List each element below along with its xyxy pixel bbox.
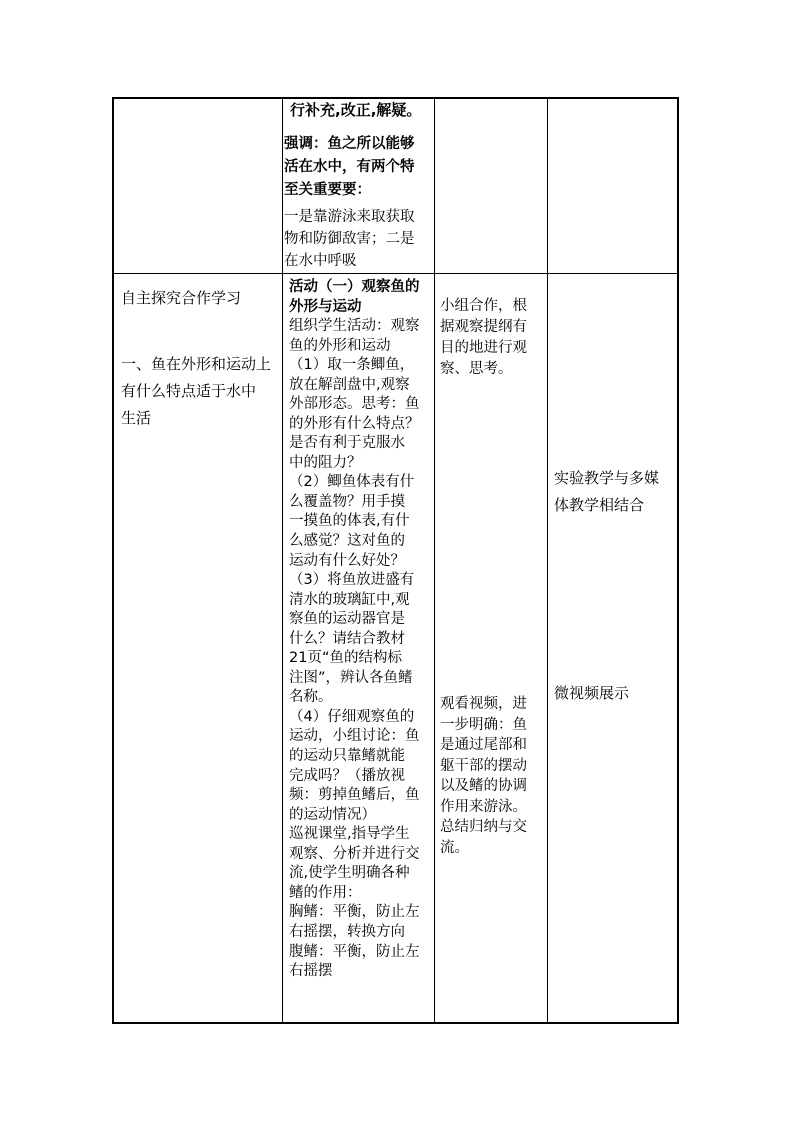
column-divider-3 xyxy=(547,99,548,1022)
column-divider-2 xyxy=(434,99,435,1022)
row1-supplement-text: 行补充,改正,解疑。 xyxy=(290,101,422,119)
row2-teaching-method: 实验教学与多媒 体教学相结合 xyxy=(554,469,660,514)
lesson-plan-table xyxy=(112,97,679,1024)
row2-activity-body: 组织学生活动：观察 鱼的外形和运动 （1）取一条鲫鱼， 放在解剖盘中,观察 外部形态。思考：鱼 的外形有什么特点？ 是否有利于克服水 中的阻力？ （2）鲫鱼体表有什 么覆盖物？用手摸 一摸鱼的体表,有什 么感觉？这对鱼的 运动有什么好处？ （3）将鱼放进盛有 清水的玻璃缸中,观 察鱼的运动器官是 什么？请结合教材 21页“鱼的结构标 注图”，辨认各鱼鳍 名称。 （4）仔细观察鱼的 运动，小组讨论：鱼 的运动只靠鳍就能 完成吗？（播放视 频：剪掉鱼鳍后，鱼 的运动情况） 巡视课堂,指导学生 观察、分析并进行交 流,使学生明确各种 鳍的作用： 胸鳍：平衡，防止左 右摇摆，转换方向 腹鳍：平衡，防止左 右摇摆 xyxy=(289,318,420,980)
row2-group-work-text: 小组合作，根 据观察提纲有 目的地进行观 察、思考。 xyxy=(440,298,527,377)
column-divider-1 xyxy=(282,99,283,1022)
row2-section-subtitle: 一、鱼在外形和运动上 有什么特点适于水中 生活 xyxy=(121,355,272,427)
row1-emphasis-text: 强调：鱼之所以能够 活在水中，有两个特 至关重要要： xyxy=(284,136,415,198)
row2-video-text: 观看视频，进 一步明确：鱼 是通过尾部和 躯干部的摆动 以及鳍的协调 作用来游泳。 总结归纳与交 流。 xyxy=(440,696,527,856)
row-divider xyxy=(114,273,677,274)
row1-points-text: 一是靠游泳来取获取 物和防御敌害；二是 在水中呼吸 xyxy=(284,209,415,269)
row2-video-display: 微视频展示 xyxy=(554,684,630,702)
row2-section-title: 自主探究合作学习 xyxy=(121,289,242,307)
row2-activity-title: 活动（一）观察鱼的 外形与运动 xyxy=(289,279,420,315)
